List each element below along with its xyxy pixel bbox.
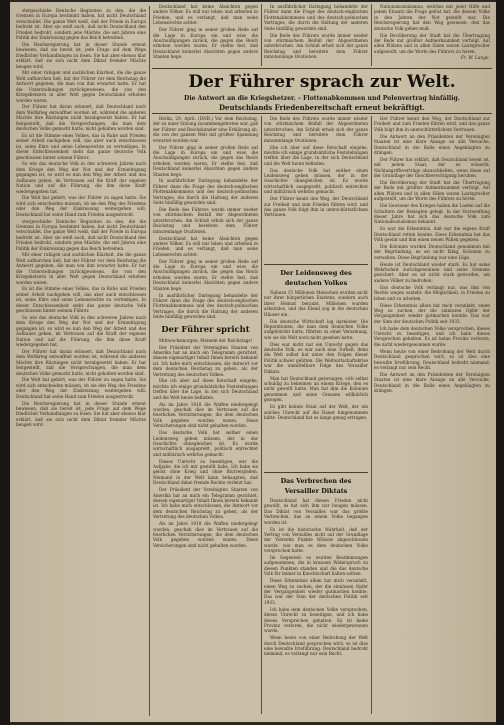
paragraph: Diese Erkenntnis allein hat mich veranlaßt, einen Weg zu suchen, der die sinnlosen Opfer der Vergangenheit wieder gutmachen konnte. Das war der Sinn der deutschen Politik seit 1933. (264, 578, 368, 605)
column-rule (371, 4, 372, 66)
paragraph: Der Führer ging in seiner großen Rede auf die Lage in Europa ein und wies die Anschuldigungen zurück, die gegen das Reich erhoben worden waren. Er stellte fest, daß Deutschland keinerlei Absichten gegen andere Staaten hege. (153, 258, 258, 291)
column-versailles (264, 498, 368, 714)
paragraph: Mittwochsmorgen, Meinem der Reichstags! (159, 337, 253, 343)
paragraph: Die Rede des Führers wurde immer wieder von stürmischem Beifall der Abgeordneten unterbrochen. Am Schluß erhob sich der ganze Reichstag und bereitete dem Führer minutenlange Ovationen. (264, 116, 368, 143)
paragraph: Ich habe dem deutschen Volke versprochen, dieses Unrecht zu beseitigen, und ich habe dieses Versprechen gehalten. Es ist keine Provinz verloren, die nicht wiedergewonnen wurde. (374, 325, 490, 347)
headline-versailles: Das Verbrechen des Versailler Diktats (280, 477, 352, 495)
paragraph: Berlin, 29. April. (DNB.) Vor dem Reichstag, der zu einer Sitzung zusammengetreten war, gab der Führer und Reichskanzler eine Erklärung ab, die von der ganzen Welt mit größter Spannung erwartet worden war. (153, 116, 258, 143)
paragraph: Heute ist Deutschland wieder stark. Es hat seine Wehrhoheit zurückgewonnen und seine Grenzen gesichert. Aber es ist nicht stark geworden, um andere Völker zu bedrohen. (374, 261, 490, 283)
column-middle-right (264, 116, 368, 262)
column-top-right (374, 4, 490, 66)
paragraph: stergeschiebe Dentsche Regionten zu den, die die Grenzen in Europa bestimmt haben, hat nicht Deutschland verschuldet. Die ganze Welt weiß, daß der Friede in Europa bedroht ist. Aber sie weiß auch, daß nicht Deutschland den Frieden bedroht, sondern jene Mächte, die seit Jahren eine Politik der Einkreisung gegen das Reich betreiben. (16, 8, 146, 41)
rule (264, 264, 368, 265)
paragraph: Dieses Unrecht zu beseitigen, war die Aufgabe, die ich mir gestellt habe. Ich habe sie gelöst ohne Krieg und ohne Blutvergießen. Niemand in der Welt kann behaupten, daß Deutschland dabei fremde Rechte verletzt hat. (153, 458, 258, 486)
column-rule (371, 116, 372, 714)
paragraph: Dies war nicht nur ein Unrecht gegen das deutsche Volk, es war auch eine Torheit, denn die Welt selbst hat unter den Folgen dieser Politik schwer gelitten. Die Weltwirtschaftskrise war die unmittelbare Folge des Versailler Diktats. (264, 341, 368, 374)
paragraph: Wenn heute von einer Bedrohung der Welt durch Deutschland gesprochen wird, so ist dies eine bewußte Irreführung. Deutschland bedroht niemand, es verlangt nur sein Recht. (264, 635, 368, 657)
paragraph: So wie das deutsche Volk in den schweren Jahren nach dem Kriege den Weg der Not und der Erniedrigung gegangen ist, so wird es nun den Weg der Arbeit und des Aufbaues gehen, im Vertrauen auf die Kraft der eigenen Nation und auf die Führung, die ihm diese Kraft wiedergegeben hat. (16, 161, 146, 194)
paragraph: Der Führer ging in seiner großen Rede auf die Lage in Europa ein und wies die Anschuldigungen zurück, die gegen das Reich erhoben worden waren. Er stellte fest, daß Deutschland keinerlei Absichten gegen andere Staaten hege. (153, 27, 258, 60)
paragraph: Deutschland hat diesen Frieden nicht gewollt, es hat sich ihm nur beugen müssen. Das Diktat von Versailles war das größte Verbrechen, das an einem Volke begangen worden ist. (264, 498, 368, 525)
paragraph: Diese Erkenntnis allein hat mich veranlaßt, einen Weg zu suchen, der die sinnlosen Opfer der Vergangenheit wieder gutmachen konnte. Das war der Sinn der deutschen Politik seit 1933. (374, 302, 490, 324)
paragraph: Mit einer ruhigen und sachlichen Klarheit, die die ganze Welt aufhorchen ließ, hat der Führer vor dem Reichstag die Antwort gegeben, die man von ihm erwartet hatte. Er hat die Unterstellungen zurückgewiesen, die von den Kriegshetzern in aller Welt gegen Deutschland erhoben worden waren. (16, 70, 146, 103)
paragraph: Deutschland hat keine Absichten gegen andere Völker. Es will nur leben und arbeiten in Frieden, und es verlangt, daß man seine Lebensrechte achtet. (153, 235, 258, 257)
paragraph: Der Führer hat daran erinnert, daß Deutschland nach dem Weltkrieg entwaffnet worden ist, während die anderen Mächte ihre Rüstungen nicht herabgesetzt haben. Er hat festgestellt, daß die Versprechungen, die man dem deutschen Volke gemacht hatte, nicht gehalten worden sind. (16, 348, 146, 376)
paragraph: Ehe ich aber auf diese Botschaft eingehe, möchte ich einige grundsätzliche Feststellungen treffen über die Lage, in der sich Deutschland und die Welt heute befinden. (153, 378, 258, 400)
paragraph: Es ist die Stimme eines Volkes, das in Ruhe und Frieden seiner Arbeit nachgehen will, das aber auch entschlossen ist, seine Ehre und seine Lebensrechte zu verteidigen. In dieser Entschlossenheit steht das ganze deutsche Volk geschlossen hinter seinem Führer. (16, 132, 146, 160)
paragraph: Es ist die Stimme eines Volkes, das in Ruhe und Frieden seiner Arbeit nachgehen will, das aber auch entschlossen ist, seine Ehre und seine Lebensrechte zu verteidigen. In dieser Entschlossenheit steht das ganze deutsche Volk geschlossen hinter seinem Führer. (16, 286, 146, 314)
subheadline-2: Deutschlands Friedenbereitschaft erneut bekräftigt. (218, 103, 425, 112)
section-title-fuehrer: Der Führer spricht (161, 323, 250, 334)
paragraph: In ausführlicher Darlegung behandelte der Führer dann die Frage des deutsch-englischen Flottenabkommens und des deutsch-polnischen Vertrages, die durch die Haltung der anderen Seite hinfällig geworden sind. (264, 4, 368, 31)
column-middle (153, 116, 258, 714)
page-edge-right (496, 0, 504, 725)
paragraph: Die Reichsregierung hat in dieser Stunde erneut bewiesen, daß sie bereit ist, jede Frage auf dem Wege friedlicher Verhandlungen zu lösen. Sie hat aber ebenso klar erklärt, daß sie sich nicht dem Diktat fremder Mächte beugen wird. (16, 400, 146, 428)
paragraph: Das deutsche Volk hat seither einen Leidensweg gehen müssen, der in der Geschichte ohnegleichen ist. Es wurde wirtschaftlich ausgepreßt, politisch entrechtet und militärisch wehrlos gemacht. (153, 430, 258, 457)
paragraph: Wenn heute von einer Bedrohung der Welt durch Deutschland gesprochen wird, so ist dies eine bewußte Irreführung. Deutschland bedroht niemand, es verlangt nur sein Recht. (374, 348, 490, 370)
paragraph: Ehe ich aber auf diese Botschaft eingehe, möchte ich einige grundsätzliche Feststellungen treffen über die Lage, in der sich Deutschland und die Welt heute befinden. (264, 144, 368, 166)
paragraph: Die Rede des Führers wurde immer wieder von stürmischem Beifall der Abgeordneten unterbrochen. Am Schluß erhob sich der ganze Reichstag und bereitete dem Führer minutenlange Ovationen. (264, 32, 368, 60)
paragraph: Der Führer hat daran erinnert, daß Deutschland nach dem Weltkrieg entwaffnet worden ist, während die anderen Mächte ihre Rüstungen nicht herabgesetzt haben. Er hat festgestellt, daß die Versprechungen, die man dem deutschen Volke gemacht hatte, nicht gehalten worden sind. (16, 104, 146, 132)
paragraph: Der Führer ging in seiner großen Rede auf die Lage in Europa ein und wies die Anschuldigungen zurück, die gegen das Reich erhoben worden waren. Er stellte fest, daß Deutschland keinerlei Absichten gegen andere Staaten hege. (153, 144, 258, 177)
column-rule (261, 116, 262, 714)
paragraph: Der Präsident der Vereinigten Staaten von Amerika hat an mich ein Telegramm gerichtet, dessen eigenartiger Inhalt Ihnen bereits bekannt ist. Ich habe mich entschlossen, die Antwort vor dem deutschen Reichstag zu geben, als der Vertretung des deutschen Volkes. (153, 344, 258, 377)
newspaper-page (10, 2, 496, 722)
paragraph: Der Führer kennt den Weg, der Deutschland zur Freiheit und zum Frieden führen wird, und das ganze Volk folgt ihm in unerschütterlichem Vertrauen. (374, 116, 490, 132)
page-edge-left (0, 0, 10, 725)
paragraph: Die deutsche Wirtschaft lag darnieder. Die Reparationen, die man dem deutschen Volke aufgebürdet hatte, führten zu einer Verarmung, wie sie die Welt noch nicht gesehen hatte. (264, 318, 368, 340)
paragraph: Nationalsozialismus, welches mit jeder Hilfe und jedem Einsatz die Frage gelöst hat, die diesem Volke in den Jahren der Not gestellt war. Die Reichsregierung hat den Weg gewiesen, den das deutsche Volk gehen muß. (374, 4, 490, 31)
paragraph: Die Welt hat gehört, was der Führer zu sagen hatte. Sie wird sich entscheiden müssen, ob sie den Weg des Friedens oder den Weg der Einkreisung weitergehen will. Deutschland hat seine Hand zum Frieden ausgestreckt. (16, 195, 146, 217)
paragraph: Man hat Deutschland gezwungen, sich selbst schuldig zu bekennen an einem Kriege, den es nicht gewollt hatte. Man hat ihm die Kolonien genommen und seine Grenzen willkürlich gezogen. (264, 375, 368, 403)
paragraph: Das deutsche Volk verlangt nur, was ihm von Rechts wegen zusteht: die Möglichkeit, in Frieden zu leben und zu arbeiten. (374, 284, 490, 301)
paragraph: Die Gewinner des Krieges haben die Lasten auf die Schultern der Besiegten gelegt. In der Verzweiflung dieser Jahre hat sich das deutsche Volk zum Nationalsozialismus bekannt. (374, 203, 490, 225)
paragraph: Nahezu 15 Millionen Menschen wurden nicht nur ihrer bürgerlichen Existenz, sondern auch ihrer Heimat beraubt. Millionen wurden arbeitslos, und das Elend zog in die deutschen Häuser ein. (264, 290, 368, 317)
paragraph: Es war die Erkenntnis, daß nur die eigene Kraft Deutschland retten konnte. Diese Erkenntnis hat das Volk geeint und ihm einen neuen Willen gegeben. (374, 226, 490, 243)
paragraph: Es ist die historische Wahrheit, daß der Vertrag von Versailles nicht auf der Grundlage der Vierzehn Punkte Wilsons abgeschlossen wurde, wie man es dem deutschen Volke versprochen hatte. (264, 526, 368, 554)
paragraph: In ausführlicher Darlegung behandelte der Führer dann die Frage des deutsch-englischen Flottenabkommens und des deutsch-polnischen Vertrages, die durch die Haltung der anderen Seite hinfällig geworden sind. (153, 178, 258, 206)
paragraph: In ausführlicher Darlegung behandelte der Führer dann die Frage des deutsch-englischen Flottenabkommens und des deutsch-polnischen Vertrages, die durch die Haltung der anderen Seite hinfällig geworden sind. (153, 292, 258, 320)
rule (264, 472, 368, 473)
paragraph: So wie das deutsche Volk in den schweren Jahren nach dem Kriege den Weg der Not und der Erniedrigung gegangen ist, so wird es nun den Weg der Arbeit und des Aufbaues gehen, im Vertrauen auf die Kraft der eigenen Nation und auf die Führung, die ihm diese Kraft wiedergegeben hat. (16, 314, 146, 347)
paragraph: Ich habe dem deutschen Volke versprochen, dieses Unrecht zu beseitigen, und ich habe dieses Versprechen gehalten. Es ist keine Provinz verloren, die nicht wiedergewonnen wurde. (264, 606, 368, 634)
main-headline: Der Führer sprach zur Welt. (188, 72, 456, 92)
paragraph: Die Reichsregierung hat in dieser Stunde erneut bewiesen, daß sie bereit ist, jede Frage auf dem Wege friedlicher Verhandlungen zu lösen. Sie hat aber ebenso klar erklärt, daß sie sich nicht dem Diktat fremder Mächte beugen wird. (16, 41, 146, 69)
headline-leidensweg: Der Leidensweg des deutschen Volkes (280, 269, 352, 287)
paragraph: stergeschiebe Dentsche Regionten zu den, die die Grenzen in Europa bestimmt haben, hat nicht Deutschland verschuldet. Die ganze Welt weiß, daß der Friede in Europa bedroht ist. Aber sie weiß auch, daß nicht Deutschland den Frieden bedroht, sondern jene Mächte, die seit Jahren eine Politik der Einkreisung gegen das Reich betreiben. (16, 218, 146, 251)
paragraph: Die Kolonien wurden Deutschland genommen mit der Begründung, es sei nicht fähig, Kolonien zu verwalten. Diese Begründung war eine Lüge. (374, 243, 490, 260)
paragraph: Die Welt hat gehört, was der Führer zu sagen hatte. Sie wird sich entscheiden müssen, ob sie den Weg des Friedens oder den Weg der Einkreisung weitergehen will. Deutschland hat seine Hand zum Frieden ausgestreckt. (16, 377, 146, 399)
paragraph: Die Bevölkerung der Stadt hat die Übertragung der Rede mit größter Aufmerksamkeit verfolgt. Auf allen Plätzen und in allen Sälen waren Lautsprecher aufgestellt, um die Worte des Führers zu hören. (374, 32, 490, 54)
paragraph: Die Antwort an den Präsidenten der Vereinigten Staaten ist eine klare Absage an alle Versuche, Deutschland in die Rolle eines Angeklagten zu drängen. (374, 371, 490, 394)
headline-rule-bottom (152, 113, 492, 114)
column-right (374, 116, 490, 714)
paragraph: Der Führer kennt den Weg, der Deutschland zur Freiheit und zum Frieden führen wird, und das ganze Volk folgt ihm in unerschütterlichem Vertrauen. (264, 196, 368, 218)
signature: Fr. W. Lange. (460, 55, 490, 61)
subheadline-1: Die Antwort an die Kriegshetzer. – Flottenabkommen und Polenvertrag hinfällig. (184, 95, 460, 102)
paragraph: Es gibt keinen Staat auf der Welt, der ein solches Unrecht auf die Dauer hingenommen hätte. Deutschland hat es lange genug ertragen. (264, 404, 368, 420)
paragraph: Der Führer hat erklärt, daß Deutschland bereit ist, mit jedem Staat, der es wünscht, Nichtangriffsverträge abzuschließen, wenn diese auf der Grundlage der Gleichberechtigung beruhen. (374, 156, 490, 179)
column-top-middle-2 (264, 4, 368, 66)
paragraph: Die Rede des Führers wurde immer wieder von stürmischem Beifall der Abgeordneten unterbrochen. Am Schluß erhob sich der ganze Reichstag und bereitete dem Führer minutenlange Ovationen. (153, 207, 258, 234)
column-rule (261, 4, 262, 66)
column-top-middle (153, 4, 258, 66)
column-leidensweg (264, 290, 368, 470)
paragraph: Die Antwort an den Präsidenten der Vereinigten Staaten ist eine klare Absage an alle Versuche, Deutschland in die Rolle eines Angeklagten zu drängen. (374, 133, 490, 155)
paragraph: Deutschland hat keine Absichten gegen andere Völker. Es will nur leben und arbeiten in Frieden, und es verlangt, daß man seine Lebensrechte achtet. (153, 4, 258, 26)
paragraph: Im Gegenteil: es wurden Bestimmungen aufgenommen, die in krassem Widerspruch zu diesen Punkten standen und die das deutsche Volk für immer in Knechtschaft halten sollten. (264, 555, 368, 577)
column-rule (149, 6, 150, 716)
paragraph: Als im Jahre 1918 die Waffen niedergelegt wurden, geschah dies im Vertrauen auf die feierlichen Versicherungen, die dem deutschen Volk gegeben worden waren. Diese Versicherungen sind nicht gehalten worden. (153, 521, 258, 548)
column-left (16, 8, 146, 716)
paragraph: Mit einer ruhigen und sachlichen Klarheit, die die ganze Welt aufhorchen ließ, hat der Führer vor dem Reichstag die Antwort gegeben, die man von ihm erwartet hatte. Er hat die Unterstellungen zurückgewiesen, die von den Kriegshetzern in aller Welt gegen Deutschland erhoben worden waren. (16, 252, 146, 285)
paragraph: Der Präsident der Vereinigten Staaten von Amerika hat an mich ein Telegramm gerichtet, dessen eigenartiger Inhalt Ihnen bereits bekannt ist. Ich habe mich entschlossen, die Antwort vor dem deutschen Reichstag zu geben, als der Vertretung des deutschen Volkes. (153, 487, 258, 520)
headline-rule-top (152, 68, 492, 69)
paragraph: Als im Jahre 1918 die Waffen niedergelegt wurden, geschah dies im Vertrauen auf die feierlichen Versicherungen, die dem deutschen Volk gegeben worden waren. Diese Versicherungen sind nicht gehalten worden. (153, 401, 258, 429)
paragraph: Das deutsche Volk hat seither einen Leidensweg gehen müssen, der in der Geschichte ohnegleichen ist. Es wurde wirtschaftlich ausgepreßt, politisch entrechtet und militärisch wehrlos gemacht. (264, 167, 368, 195)
paragraph: Die Bevölkerung der Stadt hat die Übertragung der Rede mit größter Aufmerksamkeit verfolgt. Auf allen Plätzen und in allen Sälen waren Lautsprecher aufgestellt, um die Worte des Führers zu hören. (374, 179, 490, 202)
